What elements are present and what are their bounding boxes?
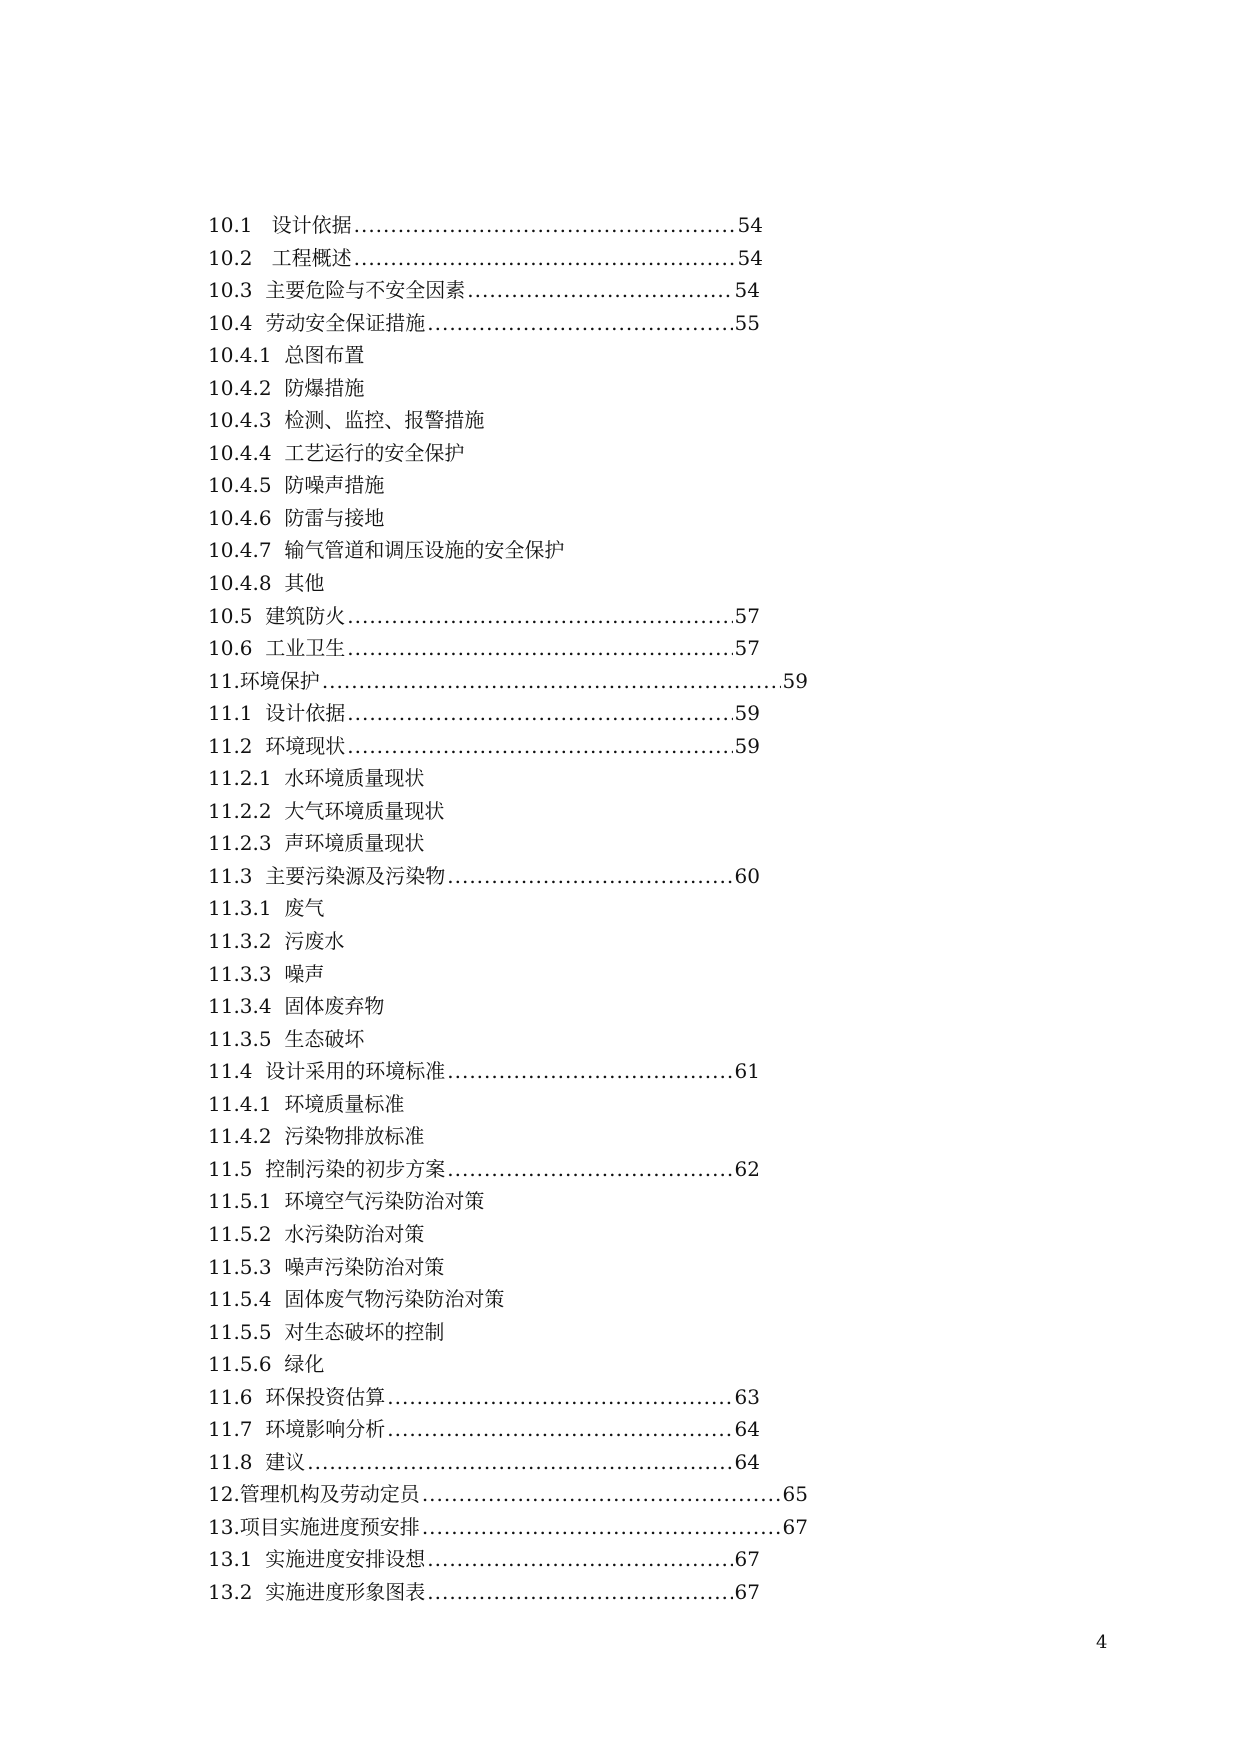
toc-entry-label: 11.2.1 水环境质量现状 (208, 766, 425, 791)
dot-leader (447, 1055, 732, 1088)
dot-leader (347, 600, 732, 633)
toc-entry[interactable] (208, 925, 808, 958)
toc-entry-label: 10.4.2 防爆措施 (208, 375, 365, 400)
toc-entry-label: 13.项目实施进度预安排 (208, 1514, 420, 1539)
toc-entry[interactable] (208, 242, 763, 275)
dot-leader (467, 274, 732, 307)
dot-leader (422, 1511, 781, 1544)
toc-entry[interactable] (208, 1316, 808, 1349)
toc-entry-page-number: 65 (782, 1482, 808, 1507)
toc-entry-label: 12.管理机构及劳动定员 (208, 1482, 420, 1507)
toc-entry[interactable] (208, 339, 808, 372)
toc-entry[interactable] (208, 1185, 808, 1218)
toc-entry-label: 11.5.6 绿化 (208, 1352, 325, 1377)
toc-entry[interactable] (208, 827, 808, 860)
toc-entry[interactable] (208, 762, 808, 795)
toc-entry-page-number: 62 (734, 1156, 760, 1181)
toc-entry-label: 10.4.1 总图布置 (208, 343, 365, 368)
dot-leader (427, 1576, 732, 1609)
toc-entry[interactable] (208, 1251, 808, 1284)
toc-entry-page-number: 67 (734, 1579, 760, 1604)
dot-leader (347, 730, 732, 763)
toc-entry-label: 11.3.1 废气 (208, 896, 325, 921)
toc-entry-label: 10.3 主要危险与不安全因素 (208, 278, 466, 303)
toc-entry[interactable] (208, 1153, 760, 1186)
toc-entry[interactable] (208, 1283, 808, 1316)
toc-entry-page-number: 55 (734, 310, 760, 335)
toc-entry-label: 11.4 设计采用的环境标准 (208, 1059, 446, 1084)
dot-leader (422, 1478, 781, 1511)
toc-entry[interactable] (208, 1023, 808, 1056)
toc-entry-label: 10.2 工程概述 (208, 245, 352, 270)
toc-entry-label: 10.4.7 输气管道和调压设施的安全保护 (208, 538, 565, 563)
toc-entry-label: 10.4.5 防噪声措施 (208, 473, 385, 498)
toc-entry[interactable] (208, 567, 808, 600)
toc-entry[interactable] (208, 1120, 808, 1153)
toc-entry-label: 11.5.2 水污染防治对策 (208, 1221, 425, 1246)
toc-entry-label: 11.3.3 噪声 (208, 961, 325, 986)
toc-entry-label: 10.4.8 其他 (208, 571, 325, 596)
toc-entry-page-number: 59 (734, 733, 760, 758)
toc-entry-page-number: 61 (734, 1059, 760, 1084)
toc-entry[interactable] (208, 209, 763, 242)
toc-entry[interactable] (208, 1446, 760, 1479)
toc-entry[interactable] (208, 1576, 760, 1609)
toc-entry-label: 11.环境保护 (208, 668, 320, 693)
table-of-contents (208, 209, 808, 1609)
toc-entry[interactable] (208, 469, 808, 502)
dot-leader (322, 665, 781, 698)
toc-entry[interactable] (208, 1088, 808, 1121)
toc-entry-label: 11.2.2 大气环境质量现状 (208, 798, 445, 823)
toc-entry-label: 11.8 建议 (208, 1449, 306, 1474)
toc-entry-page-number: 67 (734, 1547, 760, 1572)
toc-entry[interactable] (208, 404, 808, 437)
toc-entry[interactable] (208, 1348, 808, 1381)
toc-entry[interactable] (208, 1055, 760, 1088)
toc-entry[interactable] (208, 1478, 808, 1511)
toc-entry-label: 10.1 设计依据 (208, 213, 352, 237)
toc-entry-label: 11.5.4 固体废气物污染防治对策 (208, 1287, 505, 1312)
toc-entry-label: 11.7 环境影响分析 (208, 1417, 386, 1442)
toc-entry-label: 11.1 设计依据 (208, 701, 346, 726)
toc-entry-label: 11.5.1 环境空气污染防治对策 (208, 1189, 485, 1214)
toc-entry-label: 11.5.3 噪声污染防治对策 (208, 1254, 445, 1279)
dot-leader (427, 1543, 732, 1576)
toc-entry[interactable] (208, 307, 760, 340)
toc-entry-label: 10.4.6 防雷与接地 (208, 505, 385, 530)
toc-entry[interactable] (208, 860, 760, 893)
dot-leader (354, 209, 736, 242)
toc-entry-page-number: 57 (734, 603, 760, 628)
toc-entry-label: 11.5 控制污染的初步方案 (208, 1156, 446, 1181)
dot-leader (387, 1413, 732, 1446)
toc-entry-label: 11.6 环保投资估算 (208, 1384, 386, 1409)
toc-entry-label: 11.5.5 对生态破坏的控制 (208, 1319, 445, 1344)
toc-entry-label: 10.5 建筑防火 (208, 603, 346, 628)
toc-entry[interactable] (208, 632, 760, 665)
toc-entry[interactable] (208, 600, 760, 633)
toc-entry-label: 10.6 工业卫生 (208, 636, 346, 661)
toc-entry-label: 10.4.3 检测、监控、报警措施 (208, 408, 485, 433)
dot-leader (347, 697, 732, 730)
dot-leader (427, 307, 732, 340)
dot-leader (447, 1153, 732, 1186)
toc-entry[interactable] (208, 958, 808, 991)
toc-entry[interactable] (208, 795, 808, 828)
toc-entry-label: 13.1 实施进度安排设想 (208, 1547, 426, 1572)
toc-entry-label: 11.2 环境现状 (208, 733, 346, 758)
toc-entry-page-number: 60 (734, 863, 760, 888)
toc-entry[interactable] (208, 437, 808, 470)
toc-entry[interactable] (208, 502, 808, 535)
toc-entry-page-number: 64 (734, 1417, 760, 1442)
dot-leader (307, 1446, 732, 1479)
toc-entry-page-number: 59 (782, 668, 808, 693)
toc-entry[interactable] (208, 274, 760, 307)
toc-entry-page-number: 54 (737, 245, 763, 270)
toc-entry[interactable] (208, 730, 760, 763)
toc-entry[interactable] (208, 665, 808, 698)
toc-entry[interactable] (208, 892, 808, 925)
toc-entry-label: 10.4.4 工艺运行的安全保护 (208, 440, 465, 465)
toc-entry[interactable] (208, 990, 808, 1023)
toc-entry[interactable] (208, 1511, 808, 1544)
toc-entry[interactable] (208, 372, 808, 405)
toc-entry[interactable] (208, 1218, 808, 1251)
toc-entry[interactable] (208, 1381, 760, 1414)
dot-leader (347, 632, 732, 665)
toc-entry[interactable] (208, 534, 808, 567)
toc-entry-label: 11.3.2 污废水 (208, 929, 345, 954)
toc-entry-label: 11.3.5 生态破坏 (208, 1026, 365, 1051)
toc-entry-page-number: 63 (734, 1384, 760, 1409)
toc-entry-label: 10.4 劳动安全保证措施 (208, 310, 426, 335)
toc-entry-page-number: 59 (734, 701, 760, 726)
toc-entry-page-number: 57 (734, 636, 760, 661)
toc-entry[interactable] (208, 1543, 760, 1576)
toc-entry-page-number: 67 (782, 1514, 808, 1539)
toc-entry-label: 11.4.1 环境质量标准 (208, 1091, 405, 1116)
toc-entry-label: 13.2 实施进度形象图表 (208, 1579, 426, 1604)
toc-entry-page-number: 54 (734, 278, 760, 303)
dot-leader (354, 242, 736, 275)
toc-entry-label: 11.3 主要污染源及污染物 (208, 863, 446, 888)
toc-entry-page-number: 54 (737, 213, 763, 237)
toc-entry-label: 11.2.3 声环境质量现状 (208, 831, 425, 856)
dot-leader (387, 1381, 732, 1414)
page-number: 4 (1096, 1632, 1108, 1653)
toc-entry-page-number: 64 (734, 1449, 760, 1474)
dot-leader (447, 860, 732, 893)
toc-entry[interactable] (208, 1413, 760, 1446)
toc-entry[interactable] (208, 697, 760, 730)
toc-entry-label: 11.3.4 固体废弃物 (208, 994, 385, 1019)
toc-entry-label: 11.4.2 污染物排放标准 (208, 1124, 425, 1149)
